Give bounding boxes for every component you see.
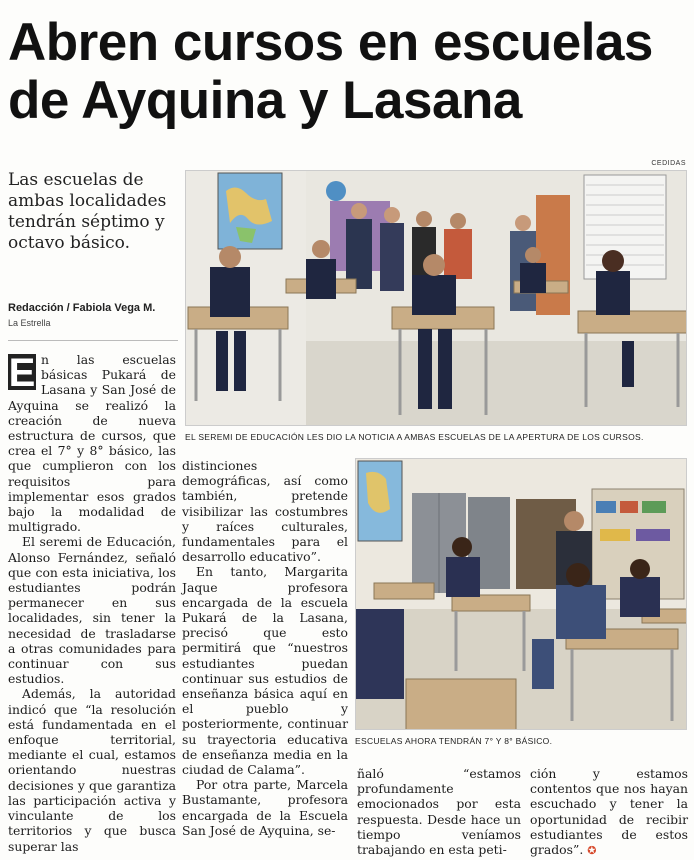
paragraph-text: n las escuelas básicas Pukará de Lasana y San José de Ayquina se realizó la creación de nueva estructura de cursos, que crea el 7° y 8° básico, las que cumplieron con los requisitos para implementar esos grados bajo la modalidad de multigrado. [8,352,176,535]
article-column-1 [8,352,176,854]
paragraph: Por otra parte, Marcela Bustamante, profesora encargada de la Escuela San José de Ayquina, se- [182,777,348,838]
caption-top: EL SEREMI DE EDUCACIÓN LES DIO LA NOTICIA A AMBAS ESCUELAS DE LA APERTURA DE LOS CURSOS. [185,432,644,442]
classroom-photo-top-illustration [186,171,687,426]
paragraph [8,352,176,534]
end-mark-icon: ✪ [587,844,597,858]
paragraph: El seremi de Educación, Alonso Fernández, señaló que con esta iniciativa, los estudiantes podrán permanecer en sus localidades, sin tener la necesidad de trasladarse a otras comunidades para continuar con sus estudios. [8,534,176,687]
caption-bottom: ESCUELAS AHORA TENDRÁN 7° Y 8° BÁSICO. [355,736,553,746]
paragraph [530,766,688,858]
article-column-3 [357,766,521,857]
byline: Redacción / Fabiola Vega M. [8,302,156,314]
paragraph: Además, la autoridad indicó que “la resolución está fundamentada en el enfoque territorial, mediante el cual, estamos orientando nuestras decisiones y que garantiza las participación activa y vinculante de los territorios y que busca superar las [8,686,176,854]
classroom-photo-bottom [355,458,687,730]
drop-cap: E [8,351,36,395]
classroom-photo-bottom-illustration [356,459,687,730]
headline: Abren cursos en escuelas de Ayquina y Lasana [8,13,653,130]
paragraph: En tanto, Margarita Jaque profesora encargada de la escuela Pukará de la Lasana, precisó que esto permitirá que “nuestros estudiantes puedan continuar sus estudios de enseñanza básica aquí en el pueblo y posteriormente, continuar su trayectoria educativa de enseñanza media en la ciudad de Calama”. [182,564,348,778]
source: La Estrella [8,318,51,328]
divider [8,340,178,341]
subhead: Las escuelas de ambas localidades tendrán séptimo y octavo básico. [8,170,167,253]
photo-credit: CEDIDAS [651,160,686,167]
article-column-2 [182,458,348,838]
paragraph: ñaló “estamos profundamente emocionados por esta respuesta. Desde hace un tiempo veníamos trabajando en esta peti- [357,766,521,858]
paragraph-text: ción y estamos contentos que nos hayan escuchado y tener la oportunidad de recibir estudiantes de estos grados”. [530,766,688,858]
article-column-4 [530,766,688,858]
classroom-photo-top [185,170,687,426]
paragraph: distinciones demográficas, así como también, pretende visibilizar las costumbres y raíces culturales, fundamentales para el desarrollo educativo”. [182,458,348,565]
